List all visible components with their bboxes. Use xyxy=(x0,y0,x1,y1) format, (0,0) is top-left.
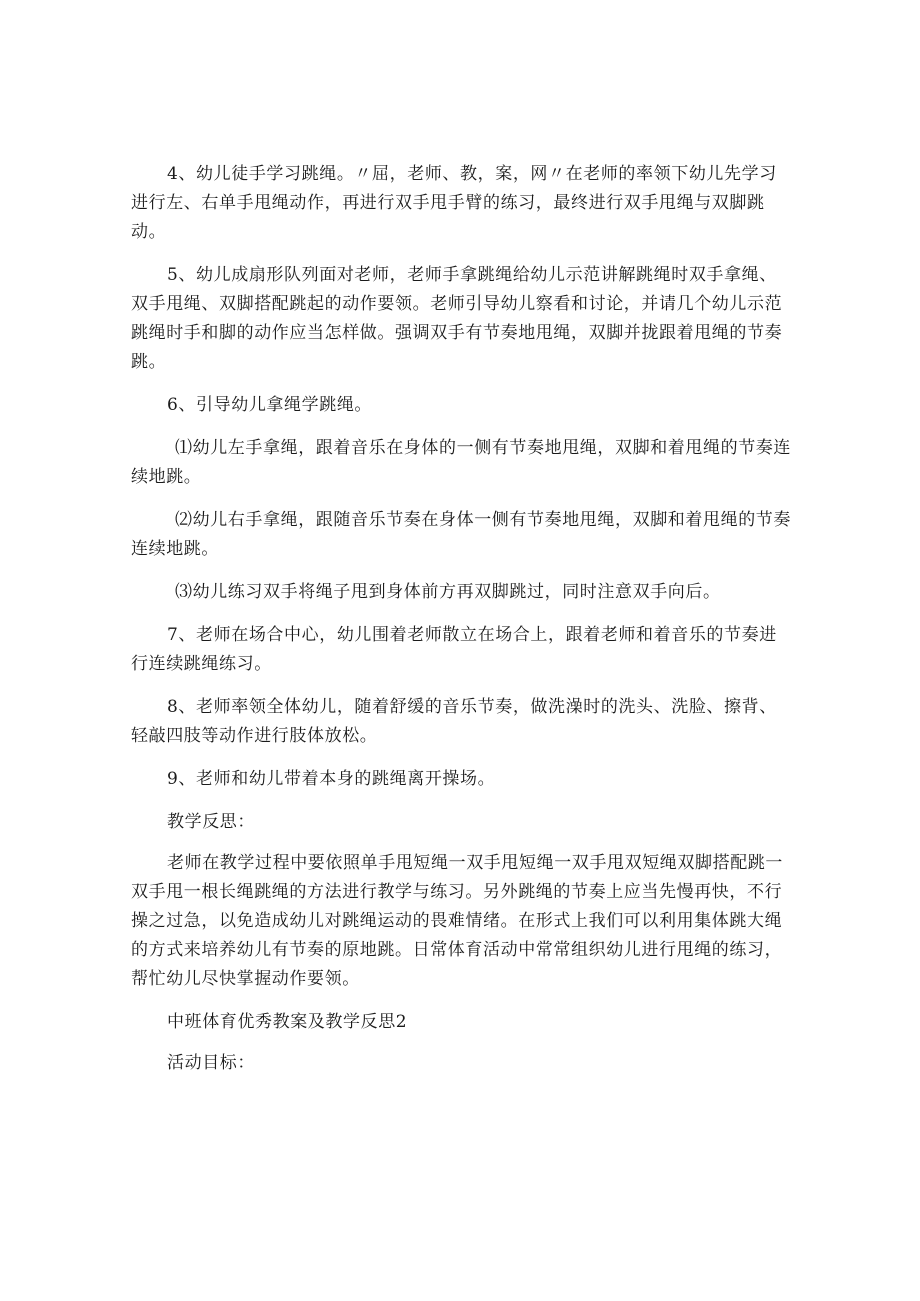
paragraph-step-8: 8、老师率领全体幼儿，随着舒缓的音乐节奏，做洗澡时的洗头、洗脸、擦背、轻敲四肢等动作进行肢体放松。 xyxy=(131,697,777,746)
section-heading-goals: 活动目标： xyxy=(167,1053,255,1073)
document-body xyxy=(131,160,791,1090)
paragraph-substep-3: ⑶幼儿练习双手将绳子甩到身体前方再双脚跳过，同时注意双手向后。 xyxy=(175,582,721,602)
paragraph-step-6: 6、引导幼儿拿绳学跳绳。 xyxy=(167,395,373,415)
paragraph-reflection: 老师在教学过程中要依照单手甩短绳一双手甩短绳一双手甩双短绳双脚搭配跳一双手甩一根长绳跳绳的方法进行教学与练习。另外跳绳的节奏上应当先慢再快，不行操之过急，以免造成幼儿对跳绳运动的畏难情绪。在形式上我们可以利用集体跳大绳的方式来培养幼儿有节奏的原地跳。日常体育活动中常常组织幼儿进行甩绳的练习，帮忙幼儿尽快掌握动作要领。 xyxy=(131,853,783,989)
paragraph-substep-2: ⑵幼儿右手拿绳，跟随音乐节奏在身体一侧有节奏地甩绳，双脚和着甩绳的节奏连续地跳。 xyxy=(131,510,791,559)
section-heading-reflection: 教学反思： xyxy=(167,812,255,832)
paragraph-step-4: 4、幼儿徒手学习跳绳。〃屈，老师、教，案，网〃在老师的率领下幼儿先学习进行左、右单手甩绳动作，再进行双手甩手臂的练习，最终进行双手甩绳与双脚跳动。 xyxy=(131,164,777,242)
paragraph-substep-1: ⑴幼儿左手拿绳，跟着音乐在身体的一侧有节奏地甩绳，双脚和着甩绳的节奏连续地跳。 xyxy=(131,438,791,487)
paragraph-step-5: 5、幼儿成扇形队列面对老师，老师手拿跳绳给幼儿示范讲解跳绳时双手拿绳、双手甩绳、双脚搭配跳起的动作要领。老师引导幼儿察看和讨论，并请几个幼儿示范跳绳时手和脚的动作应当怎样做。强调双手有节奏地甩绳，双脚并拢跟着甩绳的节奏跳。 xyxy=(131,265,783,372)
lesson-title-2: 中班体育优秀教案及教学反思2 xyxy=(167,1012,408,1032)
paragraph-step-7: 7、老师在场合中心，幼儿围着老师散立在场合上，跟着老师和着音乐的节奏进行连续跳绳练习。 xyxy=(131,625,777,674)
paragraph-step-9: 9、老师和幼儿带着本身的跳绳离开操场。 xyxy=(167,769,496,789)
